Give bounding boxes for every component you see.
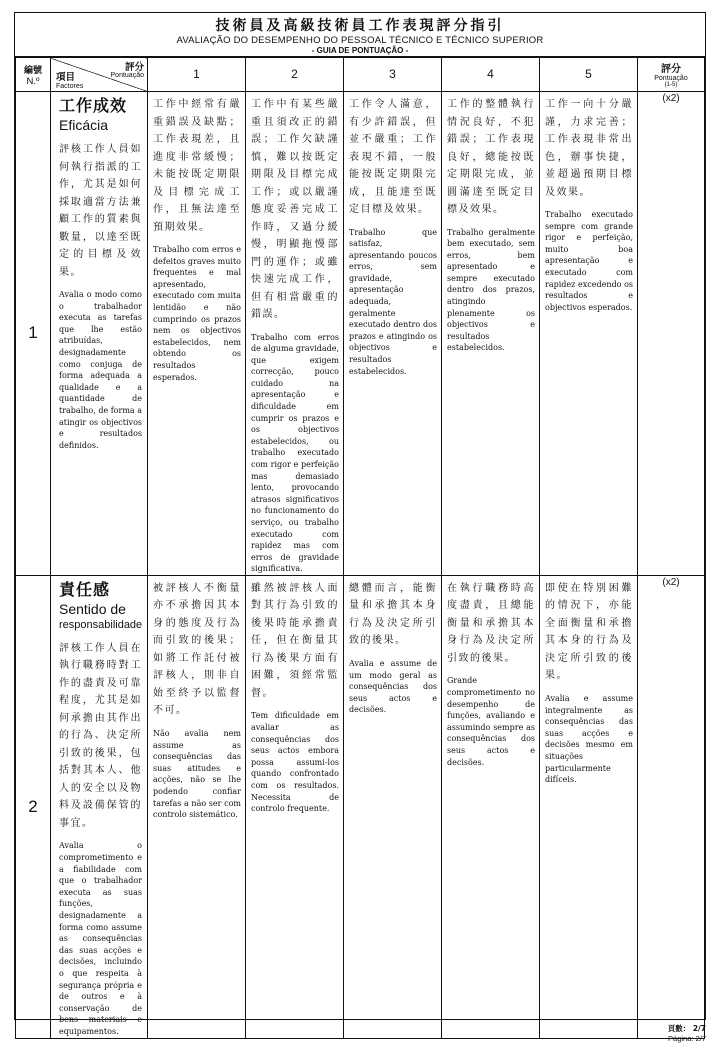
- level-desc-zh: 被評核人不衡量亦不承擔因其本身的態度及行為而引致的後果；如將工作託付被評核人，則非自始至終予以監督不可。: [153, 582, 241, 717]
- score-cell: [148, 92, 246, 576]
- row-number: 1: [16, 92, 51, 576]
- factor-title-pt: Eficácia: [59, 117, 109, 133]
- factor-desc-pt: Avalia o comprometimento e a fiabilidade com que o trabalhador executa as suas funções, designadamente a forma como assume as consequências das suas acções e decisões, incluindo o que respeita à segurança própria e de outros e à conservação de bens materiais e equipamentos.: [59, 841, 142, 1036]
- factor-title-zh: 工作成效: [59, 96, 128, 115]
- header-factors: [51, 58, 148, 92]
- level-desc-zh: 工作中有某些嚴重且須改正的錯誤；工作欠缺謹慎，難以按既定期限及目標完成工作；或以嚴謹態度妥善完成工作時，又過分緩慢，明顯拖慢部門的運作；或雖快速完成工作，但有相當嚴重的錯誤。: [251, 99, 339, 320]
- header-score-3: 3: [344, 58, 442, 92]
- factors-zh: 項目: [56, 72, 76, 83]
- level-desc-zh: 雖然被評核人面對其行為引致的後果時能承擔責任，但在衡量其行為後果方面有困難，須經常監督。: [251, 582, 339, 699]
- score-cell: [344, 92, 442, 576]
- score-cell: [442, 92, 540, 576]
- row-number: 2: [16, 575, 51, 1038]
- factor-title-zh: 責任感: [59, 579, 111, 599]
- points-range: (1-5): [664, 82, 678, 88]
- factor-desc-zh: 評核工作人員如何執行指派的工作，尤其是如何採取適當方法兼顧工作的質素與數量，以達至既定的目標及效果。: [59, 144, 142, 278]
- factor-title-pt-2: responsabilidade: [59, 618, 143, 631]
- header-score-4: 4: [442, 58, 540, 92]
- title-zh: 技術員及高級技術員工作表現評分指引: [215, 18, 505, 34]
- table-header-row: [16, 58, 705, 92]
- level-desc-zh: 在執行職務時高度盡責，且總能衡量和承擔其本身行為及決定所引致的後果。: [447, 582, 535, 664]
- factors-pt: Factores: [56, 83, 84, 90]
- level-desc-zh: 總體而言，能衡量和承擔其本身行為及決定所引致的後果。: [349, 582, 437, 647]
- points-multiplier: (x2): [638, 92, 705, 576]
- table-row: [16, 575, 705, 1038]
- points-col-pt: Pontuação: [654, 75, 688, 82]
- level-desc-pt: Avalia e assume de um modo geral as consequências dos seus actos e decisões.: [349, 658, 437, 715]
- scoring-table: [15, 57, 705, 1039]
- score-cell: [246, 92, 344, 576]
- level-desc-pt: Grande comprometimento no desempenho de funções, avaliando e assumindo sempre as consequências dos seus actos e decisões.: [447, 676, 535, 767]
- factor-desc-pt: Avalia o modo como o trabalhador executa as tarefas que lhe estão atribuídas, designadamente como conjuga de forma adequada a qualidade e a quantidade de trabalho, de forma a atingir os objectivos e resultados definidos.: [59, 290, 142, 450]
- number-zh: 編號: [23, 65, 42, 75]
- level-desc-pt: Avalia e assume integralmente as consequências das suas acções e decisões mesmo em situações particularmente difíceis.: [545, 693, 633, 785]
- level-desc-pt: Trabalho geralmente bem executado, sem erros, bem apresentado e sempre executado dentro dos prazos, atingindo plenamente os objectivos e resultados estabelecidos.: [447, 227, 535, 353]
- level-desc-pt: Trabalho executado sempre com grande rigor e perfeição, muito boa apresentação e executado com rapidez excedendo os resultados e objectivos esperados.: [545, 210, 633, 312]
- level-desc-zh: 工作中經常有嚴重錯誤及缺點；工作表現差，且進度非常緩慢；未能按既定期限及目標完成工作，且無法達至預期效果。: [153, 99, 241, 233]
- page-footer: [668, 1024, 706, 1044]
- level-desc-pt: Trabalho que satisfaz, apresentando poucos erros, sem gravidade, apresentação adequada, geralmente executado dentro dos prazos e atingindo os objectivos e resultados estabelecidos.: [349, 227, 437, 376]
- factor-desc-zh: 評核工作人員在執行職務時對工作的盡責及可靠程度，尤其是如何承擔由其作出的行為、決定所引致的後果，包括對其本人、他人的安全以及物料及設備保管的事宜。: [59, 642, 142, 829]
- points-zh: 評分: [124, 62, 144, 73]
- page-number-zh: 頁數： 2/7: [667, 1024, 706, 1033]
- header-number: [16, 58, 51, 92]
- level-desc-zh: 工作令人滿意，有少許錯誤，但並不嚴重；工作表現不錯，一般能按既定期限完成，且能達至既定目標及效果。: [349, 99, 437, 215]
- factor-cell: [51, 92, 148, 576]
- points-pt: Pontuação: [110, 72, 144, 79]
- header: [15, 13, 705, 57]
- level-desc-pt: Não avalia nem assume as consequências das suas atitudes e acções, não se lhe podendo confiar tarefas a não ser com controlo sistemático.: [153, 728, 241, 820]
- header-score-5: 5: [540, 58, 638, 92]
- header-score-2: 2: [246, 58, 344, 92]
- score-cell: [540, 575, 638, 1038]
- number-pt: N.º: [26, 76, 40, 87]
- level-desc-pt: Trabalho com erros de alguma gravidade, que exigem correcção, pouco cuidado na apresentação e dificuldade em cumprir os prazos e os objectivos estabelecidos, ou trabalho executado com rigor e perfeição mas demasiado lento, provocando atrasos significativos no funcionamento do serviço, ou trabalho executado com rapidez mas com erros de gravidade significativa.: [251, 332, 339, 574]
- header-score-1: 1: [148, 58, 246, 92]
- score-cell: [540, 92, 638, 576]
- table-row: [16, 92, 705, 576]
- title-pt: AVALIAÇÃO DO DESEMPENHO DO PESSOAL TÉCNICO E TÉCNICO SUPERIOR: [176, 35, 544, 46]
- score-cell: [148, 575, 246, 1038]
- header-points: [638, 58, 705, 92]
- factor-title-pt: Sentido de: [59, 600, 126, 617]
- level-desc-zh: 工作一向十分嚴謹，力求完善；工作表現非常出色，辦事快捷，並超過預期目標及效果。: [545, 99, 633, 198]
- points-col-zh: 評分: [661, 64, 681, 75]
- factor-cell: [51, 575, 148, 1038]
- level-desc-zh: 工作的整體執行情況良好，不犯錯誤；工作表現良好，總能按既定期限完成，並圓滿達至既定目標及效果。: [447, 99, 535, 215]
- level-desc-pt: Tem dificuldade em avaliar as consequências dos seus actos embora possa assumi-los quando confrontado com os resultados. Necessita de controlo frequente.: [251, 711, 339, 814]
- score-cell: [344, 575, 442, 1038]
- level-desc-zh: 即使在特別困難的情況下，亦能全面衡量和承擔其本身的行為及決定所引致的後果。: [545, 582, 633, 682]
- level-desc-pt: Trabalho com erros e defeitos graves muito frequentes e mal apresentado, executado com muita lentidão e não cumprindo os prazos nem os objectivos estabelecidos, nem obtendo os resultados esperados.: [153, 245, 241, 382]
- points-multiplier: (x2): [638, 575, 705, 1038]
- subtitle: - GUIA DE PONTUAÇÃO -: [311, 46, 409, 55]
- score-cell: [442, 575, 540, 1038]
- score-cell: [246, 575, 344, 1038]
- page-number-pt: Página: 2/7: [668, 1034, 706, 1043]
